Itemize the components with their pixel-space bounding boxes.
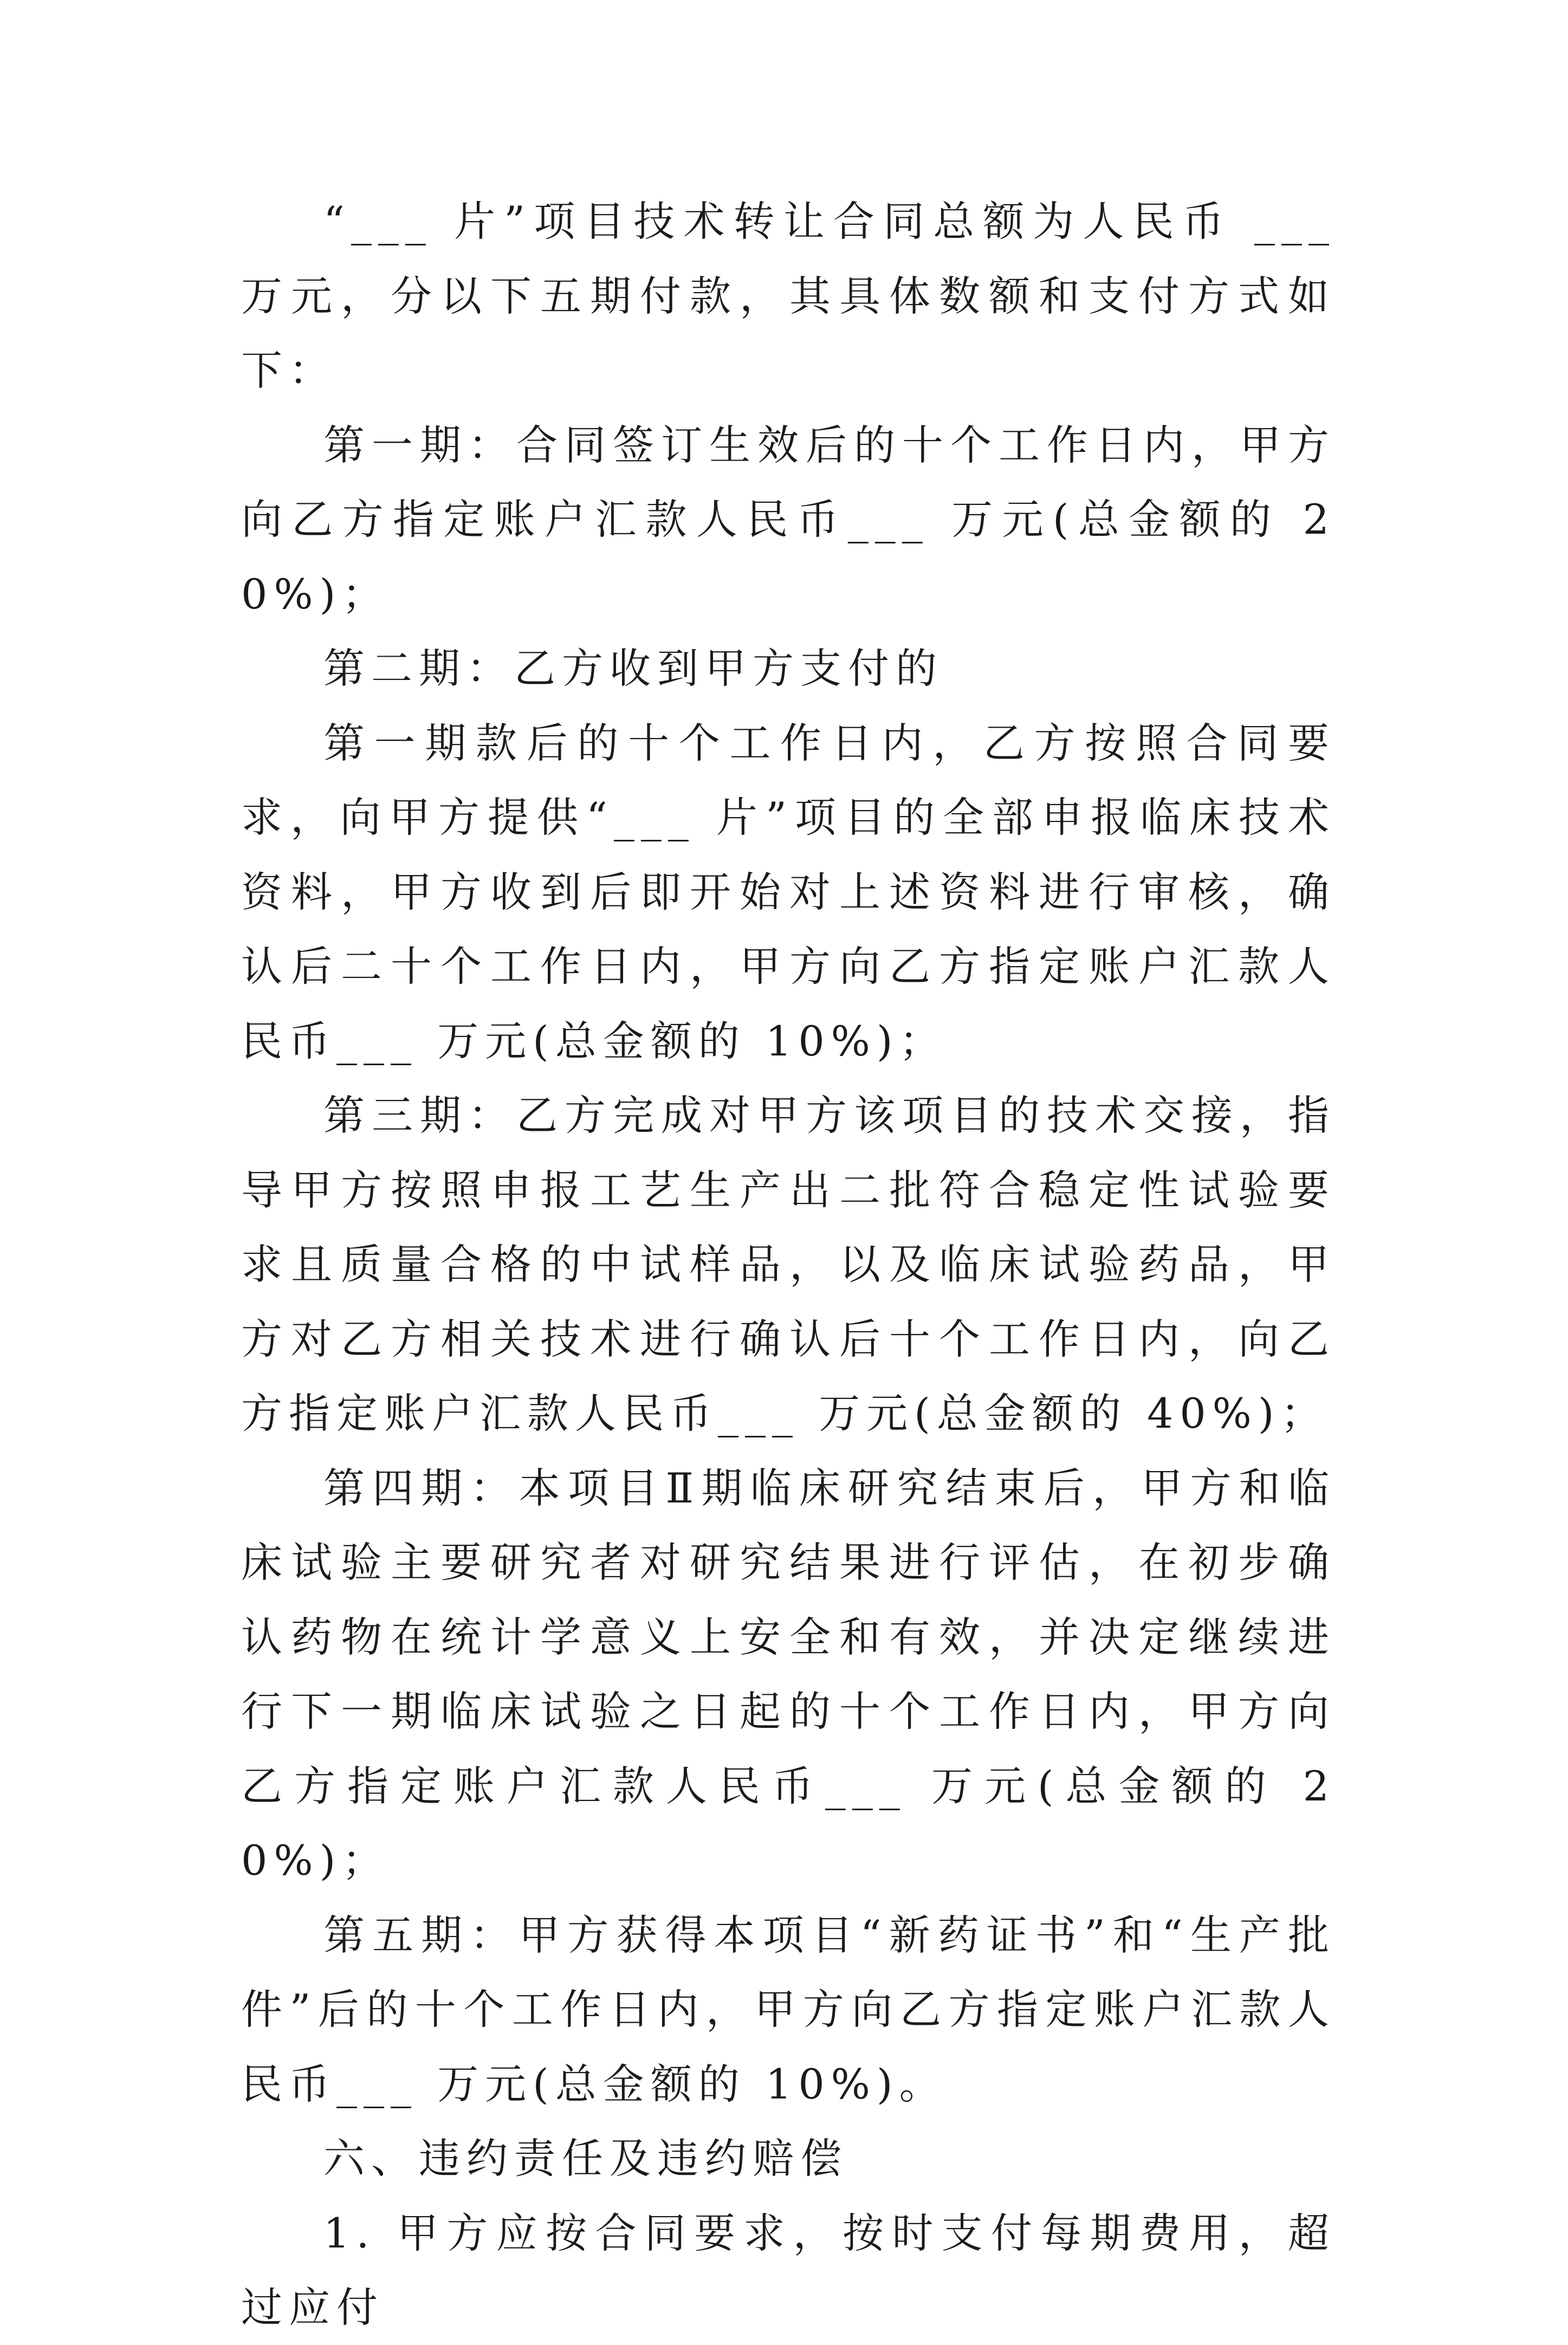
- paragraph-contract-total: “___ 片”项目技术转让合同总额为人民币 ___ 万元，分以下五期付款，其具体数额和支付方式如下：: [241, 197, 1336, 394]
- paragraph-breach-item-1: 1. 甲方应按合同要求，按时支付每期费用，超过应付: [241, 2208, 1336, 2331]
- paragraph-phase-two-detail: 第一期款后的十个工作日内，乙方按照合同要求，向甲方提供“___ 片”项目的全部申报临床技术资料，甲方收到后即开始对上述资料进行审核，确认后二十个工作日内，甲方向乙方指定账户汇款人民币___ 万元(总金额的 10%)；: [241, 718, 1336, 1065]
- paragraph-phase-one: 第一期：合同签订生效后的十个工作日内，甲方向乙方指定账户汇款人民币___ 万元(总金额的 20%)；: [241, 420, 1336, 618]
- paragraph-phase-three: 第三期：乙方完成对甲方该项目的技术交接，指导甲方按照申报工艺生产出二批符合稳定性试验要求且质量合格的中试样品，以及临床试验药品，甲方对乙方相关技术进行确认后十个工作日内，向乙方指定账户汇款人民币___ 万元(总金额的 40%)；: [241, 1091, 1336, 1437]
- paragraph-phase-five: 第五期：甲方获得本项目“新药证书”和“生产批件”后的十个工作日内，甲方向乙方指定账户汇款人民币___ 万元(总金额的 10%)。: [241, 1910, 1336, 2108]
- document-body: [241, 184, 1336, 2345]
- paragraph-phase-two-heading: 第二期：乙方收到甲方支付的: [323, 644, 943, 692]
- paragraph-phase-four: 第四期：本项目Ⅱ期临床研究结束后，甲方和临床试验主要研究者对研究结果进行评估，在初步确认药物在统计学意义上安全和有效，并决定继续进行下一期临床试验之日起的十个工作日内，甲方向乙方指定账户汇款人民币___ 万元(总金额的 20%)；: [241, 1463, 1336, 1884]
- section-heading-breach: 六、违约责任及违约赔偿: [323, 2134, 848, 2182]
